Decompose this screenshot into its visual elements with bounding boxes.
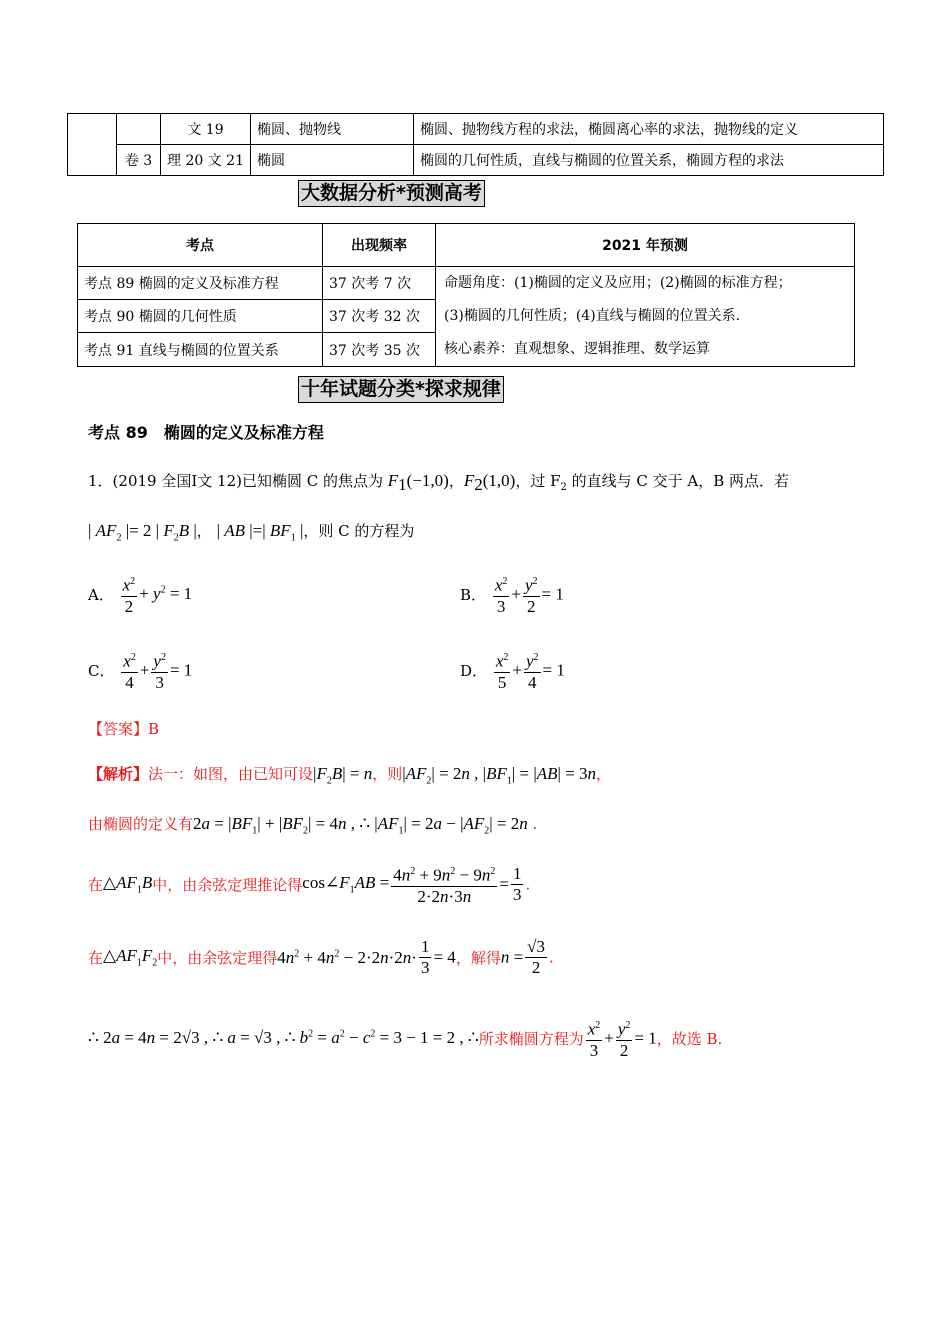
question-stem-text: ，则 C 的方程为 bbox=[303, 522, 415, 540]
fraction: $\frac{x^2}{4}$ bbox=[121, 648, 138, 693]
question-stem-text: 1．(2019 全国Ⅰ文 12)已知椭圆 C 的焦点为 bbox=[88, 472, 383, 490]
stats-header: 考点 bbox=[78, 224, 323, 267]
stats-header: 出现频率 bbox=[323, 224, 436, 267]
fraction: $\frac{1}{3}$ bbox=[420, 937, 430, 977]
solution-text: 法一：如图，由已知可设 bbox=[148, 765, 314, 783]
option-d: D． $\frac{x^2}{5}$ + $\frac{y^2}{4}$ = 1 bbox=[460, 648, 565, 693]
prediction-line: (3)椭圆的几何性质；(4)直线与椭圆的位置关系． bbox=[444, 308, 750, 324]
question-stem-text: ，过 F bbox=[515, 472, 561, 490]
fraction: $\frac{x^2}{3}$ bbox=[493, 572, 510, 617]
top-table-cell: 椭圆、抛物线 bbox=[251, 114, 414, 145]
stats-header: 2021 年预测 bbox=[436, 224, 855, 267]
solution-line3: 在$\triangle AF_1B$中，由余弦定理推论得$\cos\angle F_1AB$ = $\frac{4n^2 + 9n^2 - 9n^2}{2\cdot 2n\cdot 3n}$ = $\frac{1}{3}$ . bbox=[88, 863, 531, 906]
stats-topic: 考点 91 直线与椭圆的位置关系 bbox=[78, 333, 323, 367]
top-table-cell: 椭圆 bbox=[251, 145, 414, 176]
question-stem-line2: | $AF_2$ |= 2 | $F_2B$ |， | AB |=| $BF_1$ |，则 C 的方程为 bbox=[88, 521, 415, 544]
solution-text: 所求椭圆方程为 bbox=[478, 1029, 584, 1048]
top-table-cell: 椭圆的几何性质，直线与椭圆的位置关系，椭圆方程的求法 bbox=[414, 145, 884, 176]
stats-freq: 37 次考 7 次 bbox=[323, 267, 436, 300]
fraction: $\frac{x^2}{2}$ bbox=[121, 572, 138, 617]
stats-freq: 37 次考 35 次 bbox=[323, 333, 436, 367]
solution-text: 在 bbox=[88, 875, 104, 894]
fraction: $\frac{y^2}{4}$ bbox=[524, 648, 541, 693]
option-b: B． $\frac{x^2}{3}$ + $\frac{y^2}{2}$ = 1 bbox=[460, 572, 564, 617]
math-expr: F bbox=[387, 471, 399, 490]
top-table-cell: 文 19 bbox=[161, 114, 251, 145]
solution-text: 在 bbox=[88, 949, 104, 967]
stats-table bbox=[77, 223, 855, 367]
fraction: $\frac{1}{3}$ bbox=[512, 863, 522, 904]
answer-label: 【答案】 bbox=[88, 720, 149, 738]
fraction: $\frac{4n^2 + 9n^2 - 9n^2}{2\cdot 2n\cdot 3n}$ bbox=[391, 862, 497, 907]
prediction-line: 命题角度：(1)椭圆的定义及应用；(2)椭圆的标准方程； bbox=[444, 275, 792, 291]
fraction: $\frac{x^2}{3}$ bbox=[586, 1016, 603, 1061]
option-c-label: C． bbox=[88, 661, 115, 680]
fraction: $\frac{y^2}{2}$ bbox=[523, 572, 540, 617]
top-table-cell: 卷 3 bbox=[117, 145, 161, 176]
top-table-cell: 椭圆、抛物线方程的求法，椭圆离心率的求法，抛物线的定义 bbox=[414, 114, 884, 145]
stats-topic: 考点 89 椭圆的定义及标准方程 bbox=[78, 267, 323, 300]
fraction: $\frac{y^2}{2}$ bbox=[616, 1016, 633, 1061]
solution-text: ，故选 B. bbox=[656, 1029, 723, 1048]
math-expr: | $AF_2$ |= 2 | $F_2B$ | bbox=[88, 521, 197, 544]
solution-line2: 由椭圆的定义有$2a = |BF_1| + |BF_2| = 4n$ , ∴ $|AF_1| = 2a - |AF_2| = 2n$ . bbox=[88, 814, 538, 837]
option-a-label: A． bbox=[88, 585, 114, 604]
banner-big-data: 大数据分析*预测高考 bbox=[298, 180, 485, 207]
stats-prediction bbox=[436, 267, 855, 367]
solution-line1: 【解析】法一：如图，由已知可设$|F_2B| = n$，则$|AF_2| = 2n$ , $|BF_1| = |AB| = 3n$， bbox=[88, 764, 612, 787]
fraction: $\frac{√3}{2}$ bbox=[527, 937, 546, 977]
fraction: $\frac{y^2}{3}$ bbox=[151, 648, 168, 693]
banner-ten-years: 十年试题分类*探求规律 bbox=[298, 376, 504, 403]
solution-text: 中，由余弦定理推论得 bbox=[152, 875, 303, 894]
top-table-cell bbox=[68, 114, 117, 176]
solution-text: 由椭圆的定义有 bbox=[88, 815, 194, 833]
solution-label: 【解析】 bbox=[88, 765, 149, 783]
section-title: 考点 89 椭圆的定义及标准方程 bbox=[88, 423, 324, 442]
stats-topic: 考点 90 椭圆的几何性质 bbox=[78, 300, 323, 333]
top-table-cell bbox=[117, 114, 161, 145]
solution-line5: ∴ 2a = 4n = 2√3 , ∴ a = √3 , ∴ $b^2 = a^2 - c^2 = 3 - 1 = 2$ , ∴所求椭圆方程为 $\frac{x^2}{3}$ + $\frac{y^2}{2}$ = 1，故选 B. bbox=[88, 1016, 722, 1061]
top-table bbox=[67, 113, 884, 176]
answer-value: B bbox=[148, 720, 160, 738]
solution-text: ，解得 bbox=[455, 949, 501, 967]
prediction-line: 核心素养：直观想象、逻辑推理、数学运算 bbox=[444, 341, 710, 357]
option-b-label: B． bbox=[460, 585, 487, 604]
question-stem-line1: 1．(2019 全国Ⅰ文 12)已知椭圆 C 的焦点为 $F_1(-1,0)$，$F_2(1,0)$，过 $F_2$ 的直线与 C 交于 A，B 两点．若 bbox=[88, 471, 790, 494]
solution-text: 中，由余弦定理得 bbox=[157, 949, 278, 967]
stats-freq: 37 次考 32 次 bbox=[323, 300, 436, 333]
option-d-label: D． bbox=[460, 661, 488, 680]
solution-text: ，则 bbox=[372, 765, 403, 783]
top-table-cell: 理 20 文 21 bbox=[161, 145, 251, 176]
answer-line bbox=[88, 718, 159, 739]
option-a: A． $\frac{x^2}{2}$ + $y^2 = 1$ bbox=[88, 572, 192, 617]
option-c: C． $\frac{x^2}{4}$ + $\frac{y^2}{3}$ = 1 bbox=[88, 648, 192, 693]
fraction: $\frac{x^2}{5}$ bbox=[494, 648, 511, 693]
question-stem-text: 的直线与 C 交于 A，B 两点．若 bbox=[566, 472, 790, 490]
solution-line4: 在$\triangle AF_1F_2$中，由余弦定理得$4n^2 + 4n^2 - 2\cdot 2n\cdot 2n\cdot$ $\frac{1}{3}$ = 4，解得n = $\frac{√3}{2}$ . bbox=[88, 937, 554, 977]
